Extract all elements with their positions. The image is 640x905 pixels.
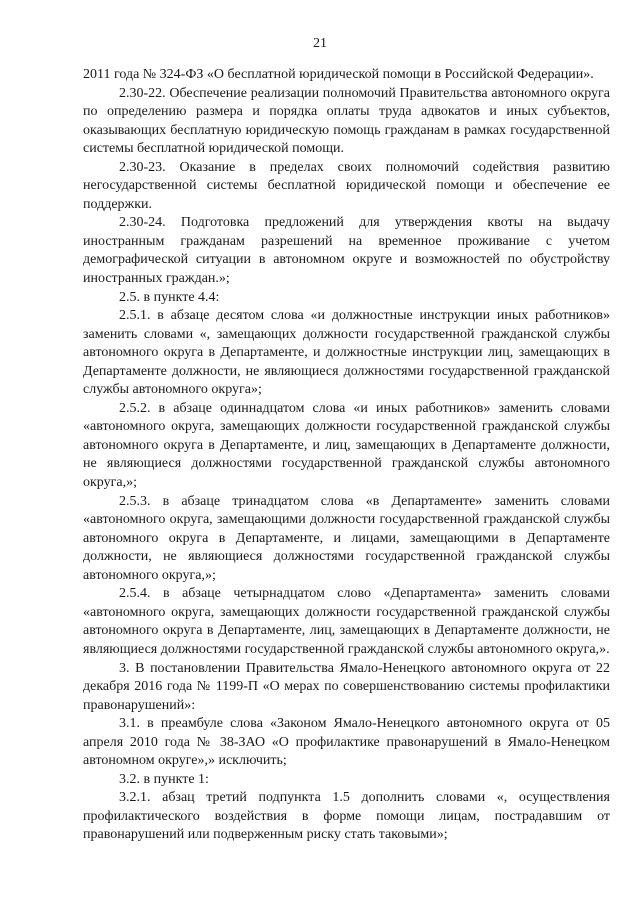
paragraph-3-2: 3.2. в пункте 1: — [119, 771, 209, 787]
paragraph-2-5-1: 2.5.1. в абзаце десятом слова «и должностные инструкции иных работников» заменить словами «, замещающих должности государственной гражданской службы автономного округа в Департаменте, и должностные инструкции лиц, замещающих в Департаменте должности, не являющиеся должностями государственной гражданской службы автономного округа»; — [83, 308, 610, 398]
paragraph-3: 3. В постановлении Правительства Ямало-Ненецкого автономного округа от 22 декабря 2016 года № 1199-П «О мерах по совершенствованию системы профилактики правонарушений»: — [83, 660, 610, 713]
page-number: 21 — [313, 36, 327, 51]
document-body — [83, 66, 610, 845]
paragraph-3-1: 3.1. в преамбуле слова «Законом Ямало-Ненецкого автономного округа от 05 апреля 2010 года № 38-ЗАО «О профилактике правонарушений в Ямало-Ненецком автономном округе»,» исключить; — [83, 716, 610, 769]
paragraph-2-5: 2.5. в пункте 4.4: — [119, 289, 220, 305]
paragraph-2-5-4: 2.5.4. в абзаце четырнадцатом слово «Департамента» заменить словами «автономного округа, замещающих должности государственной гражданской службы автономного округа в Департаменте, лиц, замещающих в Департаменте должности, не являющиеся должностями государственной гражданской службы автономного округа,». — [83, 586, 610, 657]
paragraph-continuation: 2011 года № 324-ФЗ «О бесплатной юридической помощи в Российской Федерации». — [83, 67, 594, 82]
paragraph-2-30-24: 2.30-24. Подготовка предложений для утверждения квоты на выдачу иностранным гражданам разрешений на временное проживание с учетом демографической ситуации в автономном округе и возможностей по обустройству иностранных граждан.»; — [83, 215, 610, 287]
paragraph-2-5-2: 2.5.2. в абзаце одиннадцатом слова «и иных работников» заменить словами «автономного округа, замещающих должности государственной гражданской службы автономного округа в Департаменте, и лиц, замещающих в Департаменте должности, не являющиеся должностями государственной гражданской службы автономного округа,»; — [83, 400, 610, 491]
paragraph-3-2-1: 3.2.1. абзац третий подпункта 1.5 дополнить словами «, осуществления профилактического воздействия в форме помощи лицам, пострадавшим от правонарушений или подверженным риску стать таковыми»; — [83, 790, 610, 843]
paragraph-2-30-23: 2.30-23. Оказание в пределах своих полномочий содействия развитию негосударственной системы бесплатной юридической помощи и обеспечение ее поддержки. — [83, 159, 610, 212]
paragraph-2-5-3: 2.5.3. в абзаце тринадцатом слова «в Департаменте» заменить словами «автономного округа, замещающими должности государственной гражданской службы автономного округа в Департаменте, и лицами, замещающими в Департаменте должности, не являющиеся должностями государственной гражданской службы автономного округа,»; — [83, 493, 610, 583]
paragraph-2-30-22: 2.30-22. Обеспечение реализации полномочий Правительства автономного округа по определению размера и порядка оплаты труда адвокатов и иных субъектов, оказывающих бесплатную юридическую помощь гражданам в рамках государственной системы бесплатной юридической помощи. — [83, 85, 610, 157]
